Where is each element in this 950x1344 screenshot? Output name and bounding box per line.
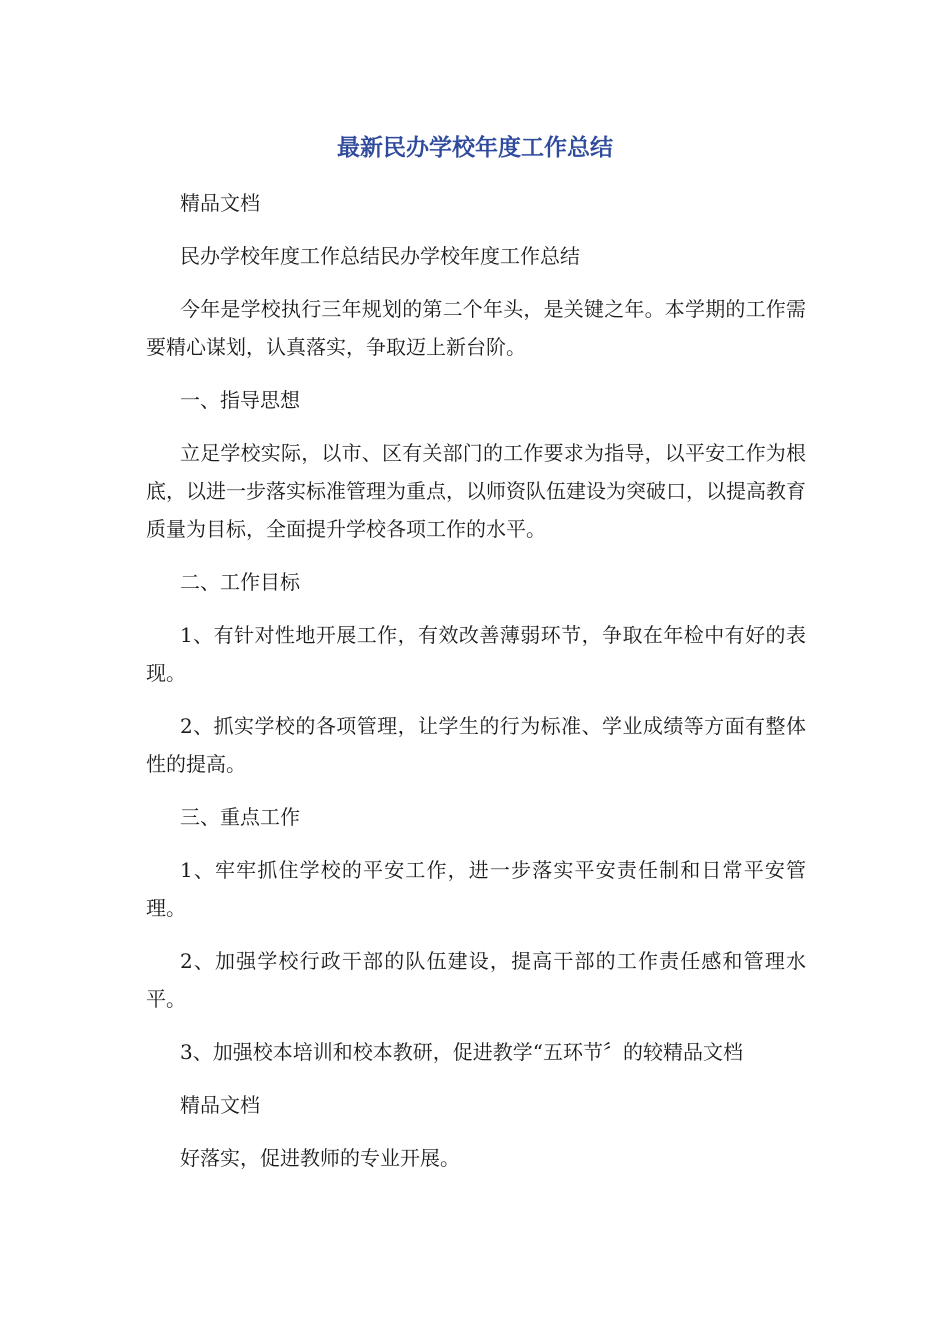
list-item-key-work-2: 2、加强学校行政干部的队伍建设，提高干部的工作责任感和管理水平。 <box>146 949 806 1011</box>
section-heading-work-goals: 二、工作目标 <box>180 570 300 594</box>
document-body <box>146 184 806 1192</box>
list-item-key-work-1: 1、牢牢抓住学校的平安工作，进一步落实平安责任制和日常平安管理。 <box>146 858 806 920</box>
paragraph-watermark-header: 精品文档 <box>180 191 260 215</box>
paragraph-watermark-footer: 精品文档 <box>180 1093 260 1117</box>
list-item-key-work-3: 3、加强校本培训和校本教研，促进教学“五环节〞的较精品文档 <box>180 1040 743 1064</box>
paragraph-intro: 今年是学校执行三年规划的第二个年头，是关键之年。本学期的工作需要精心谋划，认真落实，争取迈上新台阶。 <box>146 297 806 359</box>
list-item-goal-1: 1、有针对性地开展工作，有效改善薄弱环节，争取在年检中有好的表现。 <box>146 623 806 685</box>
paragraph-subtitle: 民办学校年度工作总结民办学校年度工作总结 <box>180 244 580 268</box>
paragraph-continuation: 好落实，促进教师的专业开展。 <box>180 1146 460 1170</box>
paragraph-guiding-thought: 立足学校实际，以市、区有关部门的工作要求为指导，以平安工作为根底，以进一步落实标准管理为重点，以师资队伍建设为突破口，以提高教育质量为目标，全面提升学校各项工作的水平。 <box>146 441 806 541</box>
section-heading-key-work: 三、重点工作 <box>180 805 300 829</box>
section-heading-guiding-thought: 一、指导思想 <box>180 388 300 412</box>
document-title: 最新民办学校年度工作总结 <box>337 135 613 161</box>
list-item-goal-2: 2、抓实学校的各项管理，让学生的行为标准、学业成绩等方面有整体性的提高。 <box>146 714 806 776</box>
